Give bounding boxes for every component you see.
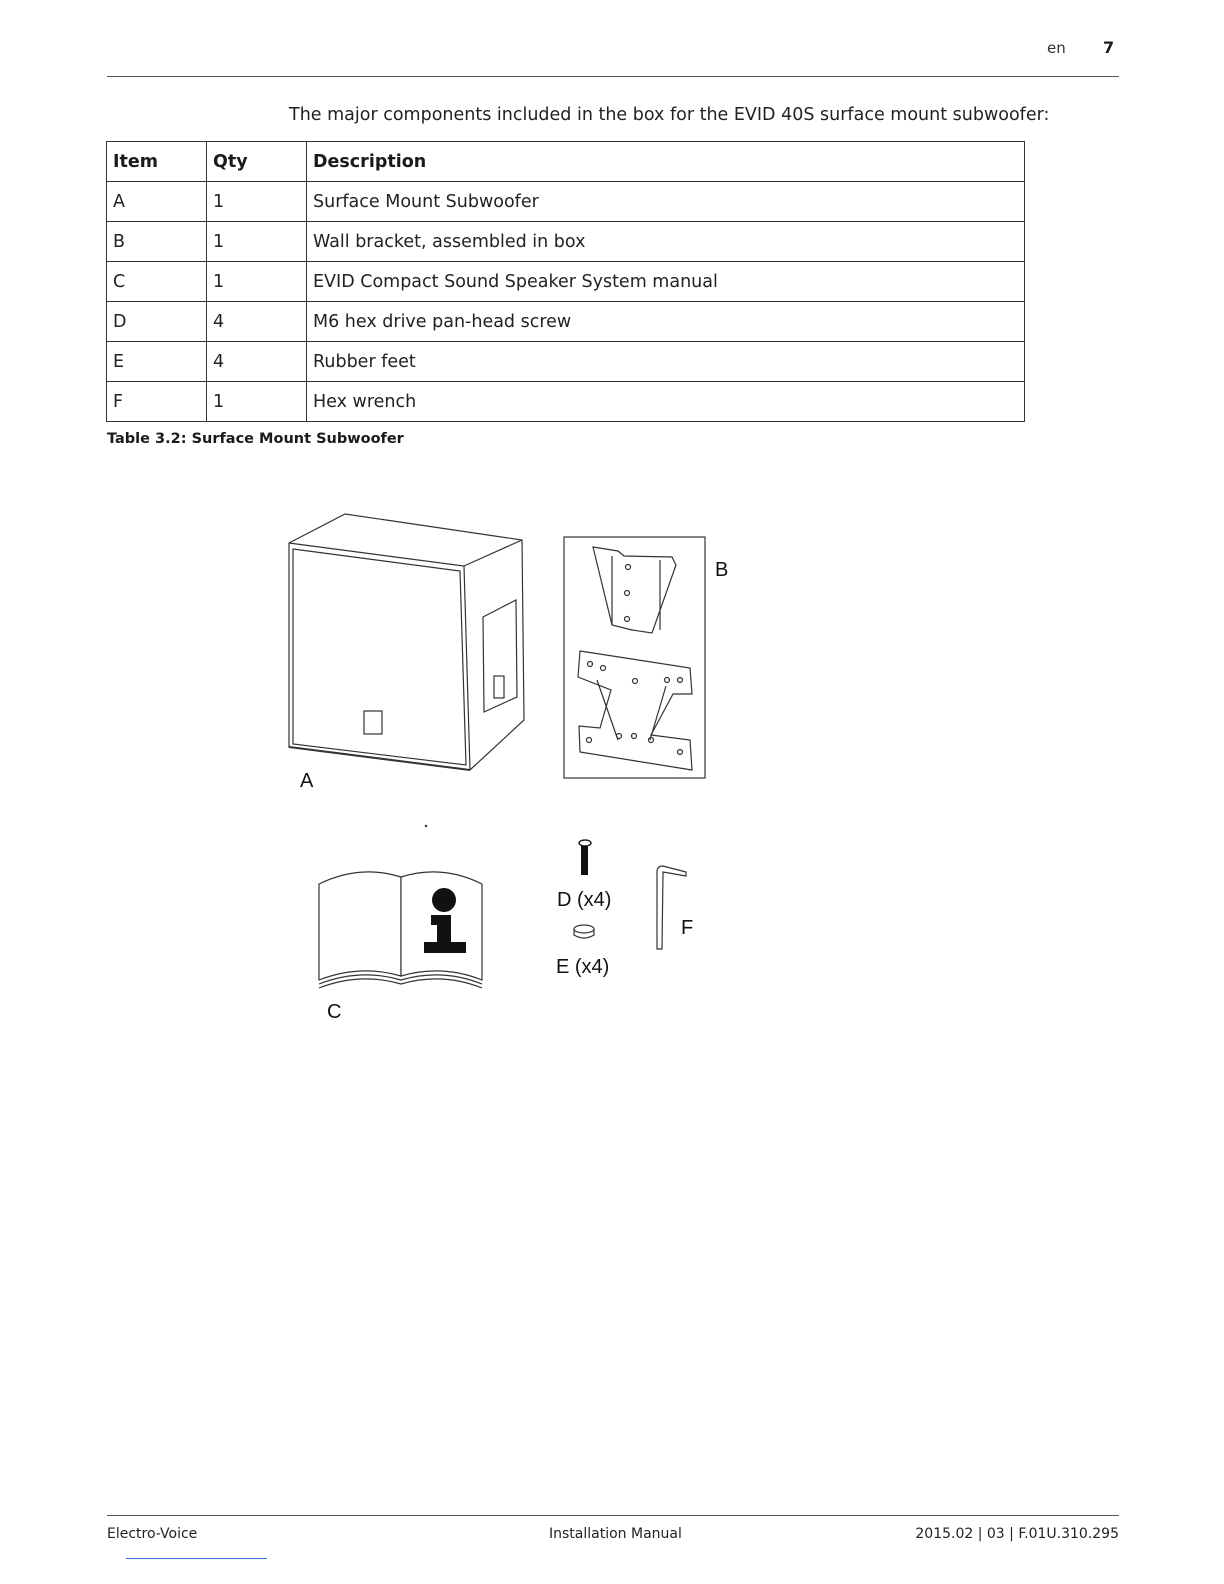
stray-mark [425, 825, 428, 828]
cell-qty: 1 [207, 222, 307, 262]
screw-drawing [579, 840, 591, 875]
footer-divider [107, 1515, 1119, 1516]
cell-description: Surface Mount Subwoofer [307, 182, 1025, 222]
cell-item: C [107, 262, 207, 302]
header-language: en [1047, 39, 1066, 57]
header-qty: Qty [207, 142, 307, 182]
header-item: Item [107, 142, 207, 182]
figure-label-f: F [681, 917, 694, 939]
cell-qty: 4 [207, 302, 307, 342]
cell-item: B [107, 222, 207, 262]
cell-description: M6 hex drive pan-head screw [307, 302, 1025, 342]
figure-label-b: B [715, 559, 729, 581]
cell-qty: 1 [207, 262, 307, 302]
rubber-foot-drawing [574, 925, 594, 938]
footer-document-title: Installation Manual [549, 1526, 682, 1542]
intro-paragraph: The major components included in the box for the EVID 40S surface mount subwoofer: [289, 105, 1050, 125]
cell-description: Hex wrench [307, 382, 1025, 422]
figure-label-d: D (x4) [557, 889, 612, 911]
wall-bracket-drawing [564, 537, 705, 778]
subwoofer-drawing [289, 514, 524, 770]
cell-item: A [107, 182, 207, 222]
figure-label-c: C [327, 1001, 342, 1023]
cell-description: EVID Compact Sound Speaker System manual [307, 262, 1025, 302]
footer-document-code: 2015.02 | 03 | F.01U.310.295 [915, 1526, 1119, 1542]
cell-item: E [107, 342, 207, 382]
cell-description: Wall bracket, assembled in box [307, 222, 1025, 262]
cell-item: F [107, 382, 207, 422]
footer-brand: Electro-Voice [107, 1526, 198, 1542]
cell-qty: 4 [207, 342, 307, 382]
header-description: Description [307, 142, 1025, 182]
cell-description: Rubber feet [307, 342, 1025, 382]
cell-item: D [107, 302, 207, 342]
page-number: 7 [1103, 38, 1115, 57]
figure-label-e: E (x4) [556, 956, 610, 978]
table-caption: Table 3.2: Surface Mount Subwoofer [107, 431, 404, 447]
blue-underline [126, 1558, 267, 1559]
cell-qty: 1 [207, 382, 307, 422]
cell-qty: 1 [207, 182, 307, 222]
manual-book-drawing [319, 872, 482, 988]
figure-label-a: A [300, 770, 314, 792]
